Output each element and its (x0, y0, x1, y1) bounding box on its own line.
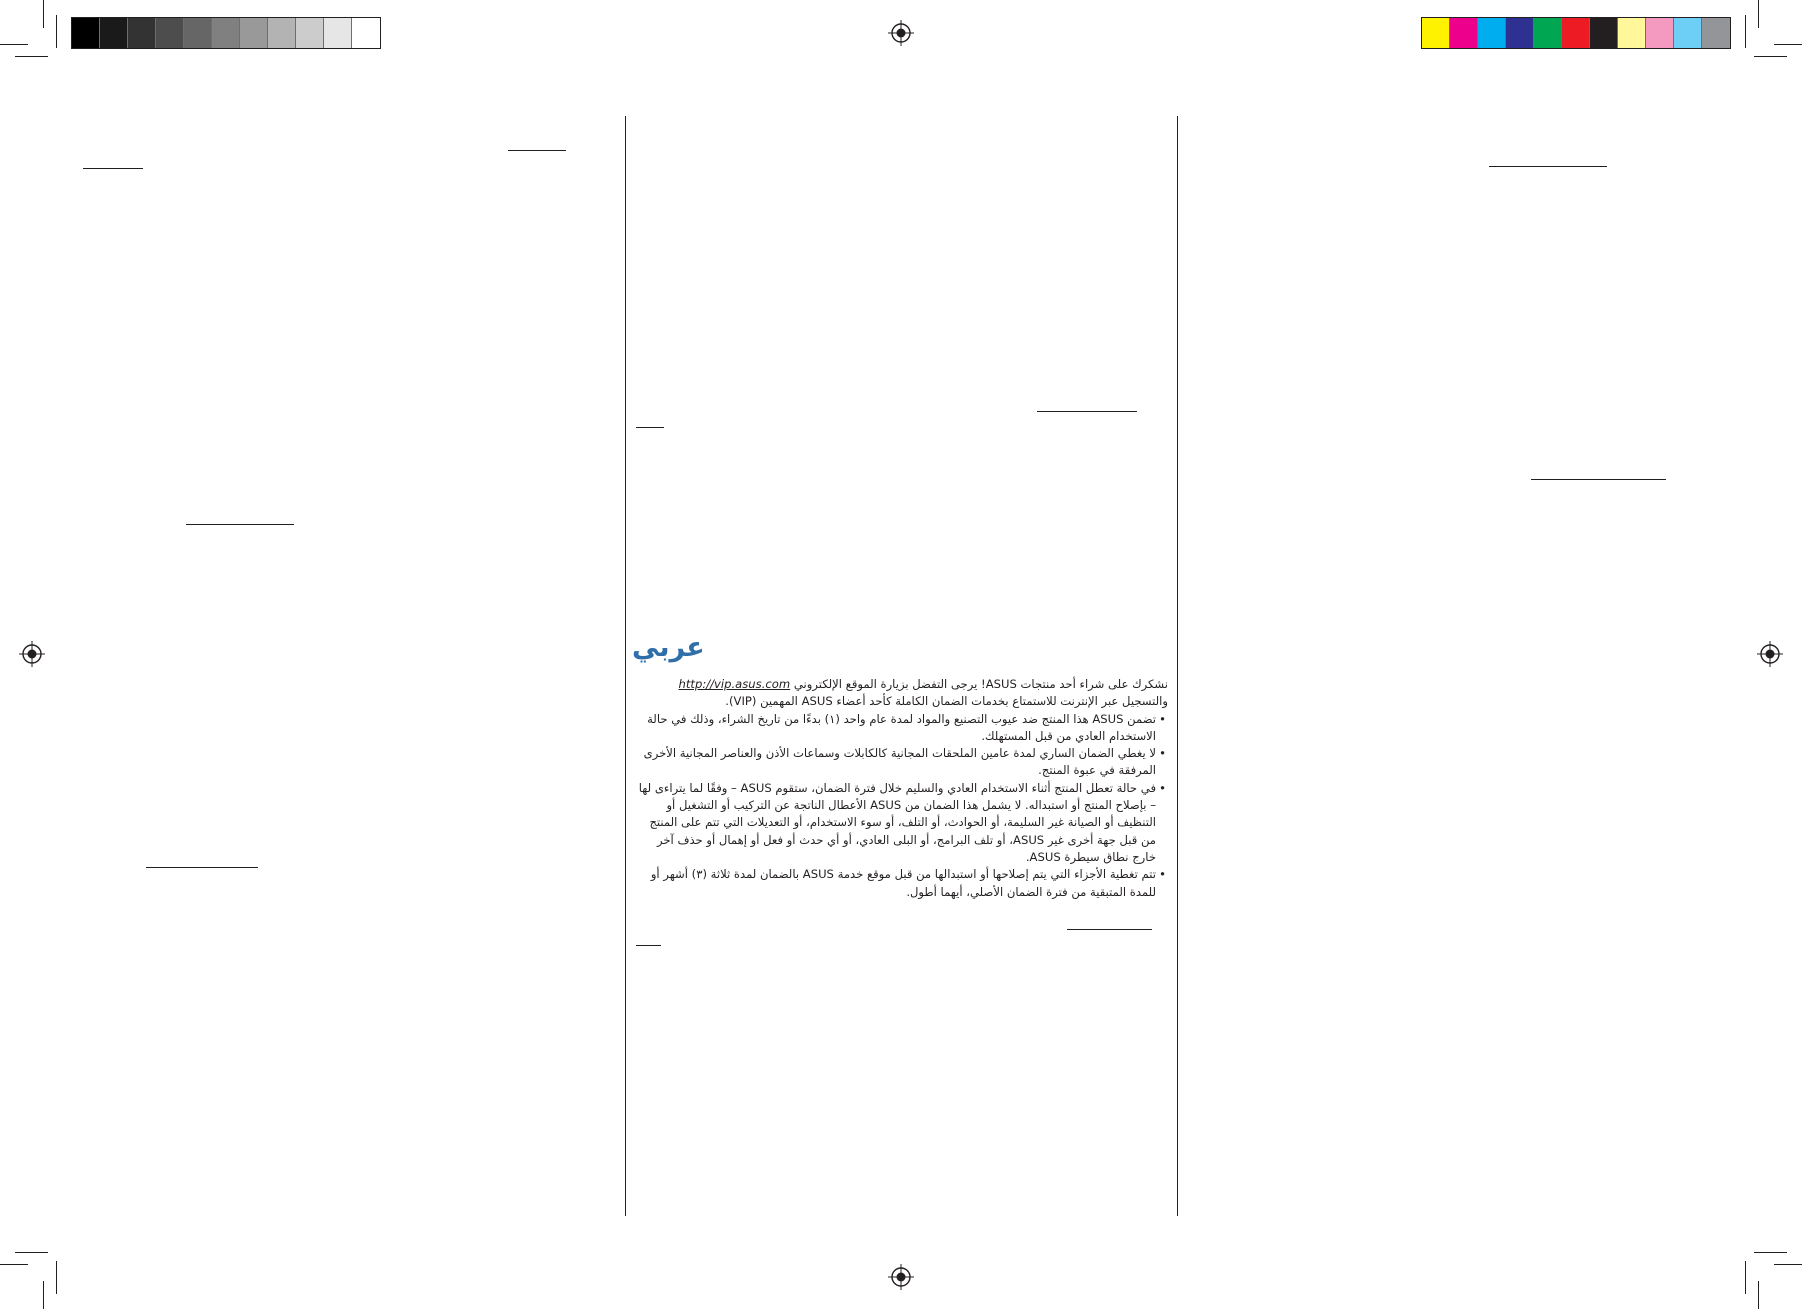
crop-mark-top-right-h (1774, 44, 1802, 45)
warranty-bullet: • لا يغطي الضمان الساري لمدة عامين الملحقات المجانية كالكابلات وسماعات الأذن والعناصر المجانية الأخرى المرفقة في عبوة المنتج. (634, 745, 1168, 780)
registration-mark-right (1757, 641, 1783, 667)
crop-mark-top-right-v2 (1745, 15, 1746, 48)
column-divider-left (625, 116, 626, 1216)
warranty-text-block (634, 676, 1168, 901)
crop-mark-bottom-left-v (43, 1281, 44, 1309)
form-field-line (186, 524, 294, 525)
form-field-line (1037, 411, 1137, 412)
crop-mark-bottom-right-h2 (1754, 1252, 1787, 1253)
crop-mark-bottom-left-v2 (56, 1261, 57, 1294)
intro-text: نشكرك على شراء أحد منتجات ASUS! يرجى التفضل بزيارة الموقع الإلكتروني (790, 677, 1168, 691)
form-field-line (1489, 166, 1607, 167)
grayscale-color-bar (71, 17, 381, 49)
color-swatch (240, 18, 268, 48)
warranty-bullet: • تضمن ASUS هذا المنتج ضد عيوب التصنيع والمواد لمدة عام واحد (١) بدءًا من تاريخ الشراء، وذلك في حالة الاستخدام العادي من قبل المستهلك. (634, 711, 1168, 746)
crop-mark-top-left-h (0, 44, 28, 45)
crop-mark-top-right-v (1758, 0, 1759, 28)
color-swatch (1702, 18, 1730, 48)
color-swatch (128, 18, 156, 48)
crop-mark-top-left-v2 (56, 15, 57, 48)
crop-mark-bottom-right-v (1758, 1281, 1759, 1309)
color-swatch (1450, 18, 1478, 48)
column-divider-right (1177, 116, 1178, 1216)
color-swatch (1422, 18, 1450, 48)
process-color-bar (1421, 17, 1731, 49)
form-field-line (1067, 929, 1152, 930)
color-swatch (1618, 18, 1646, 48)
form-field-line (636, 427, 664, 428)
color-swatch (156, 18, 184, 48)
form-field-line (83, 168, 143, 169)
crop-mark-bottom-right-v2 (1745, 1261, 1746, 1294)
form-field-line (1531, 479, 1666, 480)
color-swatch (296, 18, 324, 48)
vip-link[interactable]: http://vip.asus.com (678, 677, 791, 691)
color-swatch (72, 18, 100, 48)
crop-mark-top-left-h2 (15, 56, 48, 57)
crop-mark-bottom-left-h2 (15, 1252, 48, 1253)
crop-mark-bottom-left-h (0, 1264, 28, 1265)
color-swatch (100, 18, 128, 48)
registration-mark-bottom (888, 1264, 914, 1290)
color-swatch (1562, 18, 1590, 48)
intro-text-continued: والتسجيل عبر الإنترنت للاستمتاع بخدمات الضمان الكاملة كأحد أعضاء ASUS المهمين (VIP). (725, 694, 1168, 709)
crop-mark-top-left-v (43, 0, 44, 28)
color-swatch (352, 18, 380, 48)
color-swatch (268, 18, 296, 48)
section-title: عربي (632, 632, 705, 663)
color-swatch (1506, 18, 1534, 48)
color-swatch (212, 18, 240, 48)
warranty-bullet: • تتم تغطية الأجزاء التي يتم إصلاحها أو استبدالها من قبل موقع خدمة ASUS بالضمان لمدة ثلاثة (٣) أشهر أو للمدة المتبقية من فترة الضمان الأصلي، أيهما أطول. (634, 866, 1168, 901)
warranty-bullet-list (634, 711, 1168, 901)
intro-paragraph (634, 676, 1168, 711)
color-swatch (1478, 18, 1506, 48)
color-swatch (1590, 18, 1618, 48)
registration-mark-top (888, 20, 914, 46)
color-swatch (1674, 18, 1702, 48)
color-swatch (184, 18, 212, 48)
crop-mark-top-right-h2 (1754, 56, 1787, 57)
registration-mark-left (19, 641, 45, 667)
form-field-line (146, 867, 258, 868)
crop-mark-bottom-right-h (1774, 1264, 1802, 1265)
color-swatch (1646, 18, 1674, 48)
warranty-bullet: • في حالة تعطل المنتج أثناء الاستخدام العادي والسليم خلال فترة الضمان، ستقوم ASUS – وفقًا لما يتراءى لها – بإصلاح المنتج أو استبداله. لا يشمل هذا الضمان من ASUS الأعطال الناتجة عن التركيب أو التشغيل أو التنظيف أو الصيانة غير السليمة، أو الحوادث، أو التلف، أو سوء الاستخدام، أو التعديلات التي تتم على المنتج من قبل جهة أخرى غير ASUS، أو تلف البرامج، أو البلى العادي، أو أي حدث أو فعل أو إهمال أو حذف آخر خارج نطاق سيطرة ASUS. (634, 780, 1168, 866)
color-swatch (324, 18, 352, 48)
color-swatch (1534, 18, 1562, 48)
form-field-line (636, 945, 661, 946)
form-field-line (508, 150, 566, 151)
